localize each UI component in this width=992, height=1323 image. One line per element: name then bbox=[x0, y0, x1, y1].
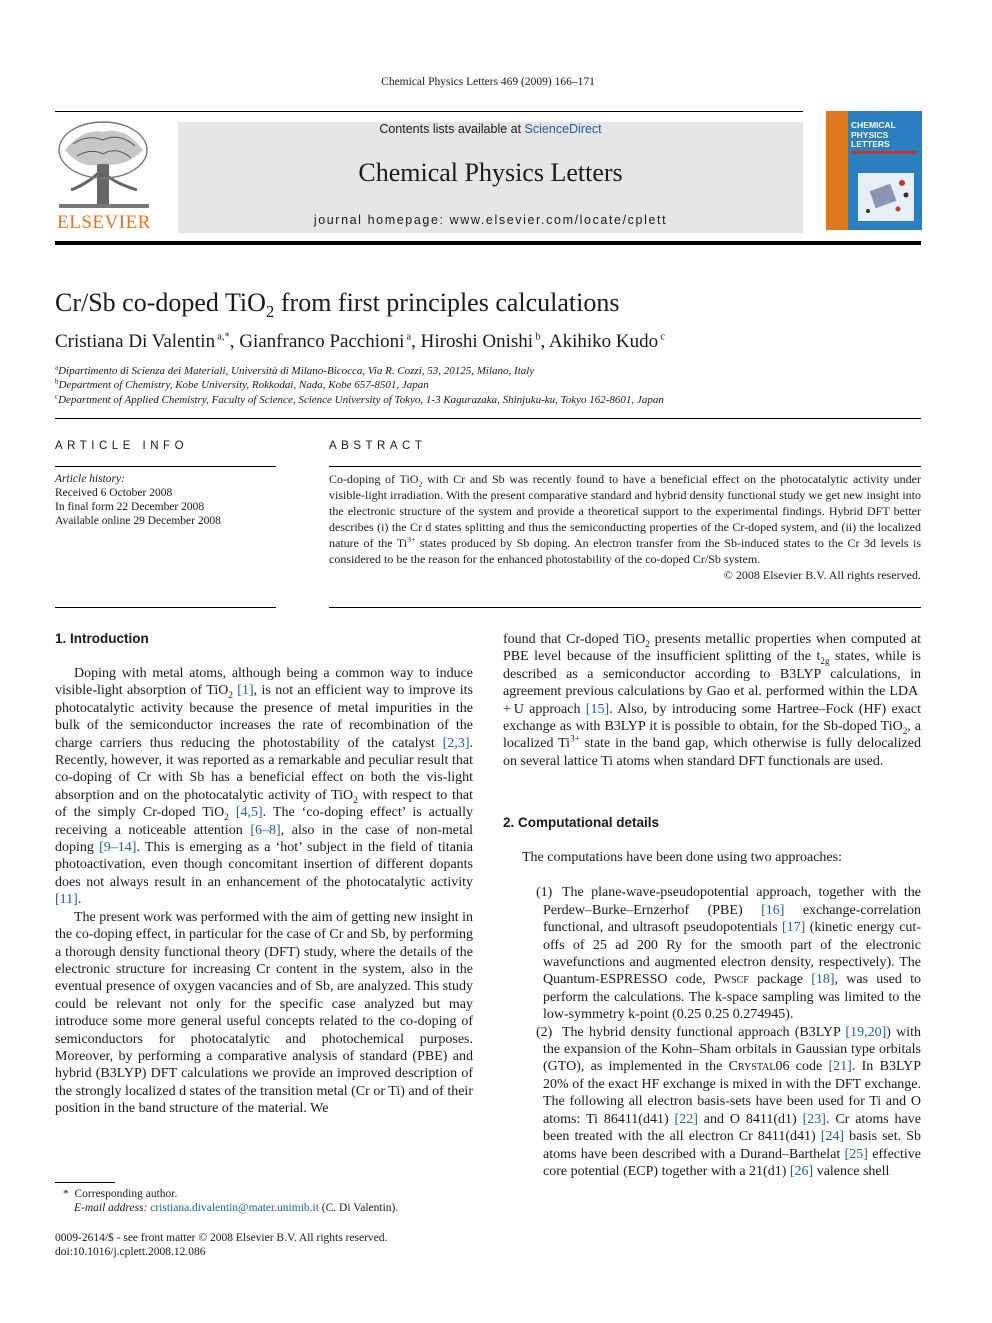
abstract-copyright: © 2008 Elsevier B.V. All rights reserved. bbox=[723, 568, 921, 582]
author-name: Gianfranco Pacchioni bbox=[239, 331, 405, 352]
contents-prefix: Contents lists available at bbox=[379, 122, 525, 136]
journal-homepage-link[interactable]: journal homepage: www.elsevier.com/locate/cplett bbox=[313, 213, 668, 227]
intro-left-column bbox=[55, 665, 473, 1118]
intro-paragraph-2: The present work was performed with the aim of getting new insight in the co-doping effect, in particular for the case of Cr and Sb, by performing a thorough density functional theory (DFT) study, where the details of the electronic structure for increasing Cr content in the system, also in the eventual presence of oxygen vacancies and of Sb, are analyzed. This study could be relevant not only for the specific case analyzed but may introduce some more general useful concepts related to the co-doping of semiconductors for photocatalytic and photochemical purposes. Moreover, by performing a comparative analysis of standard (PBE) and hybrid (B3LYP) DFT calculations we provide an improved description of the strongly localized d states of the transition metal (Cr or Ti) and of their position in the band structure of the material. We bbox=[55, 909, 473, 1117]
affiliation-b: $^b$Department of Chemistry, Kobe University, Rokkodai, Nada, Kobe 657-8501, Japan bbox=[55, 377, 429, 391]
section-heading-computational-details: 2. Computational details bbox=[503, 815, 660, 830]
author-list: Cristiana Di Valentin $^{a,*}$, Gianfranco Pacchioni $^a$, Hiroshi Onishi $^b$, Akihiko Kudo $^c$ bbox=[55, 331, 665, 352]
abstract-text: Co-doping of TiO$_2$ with Cr and Sb was recently found to have a beneficial effect on the photocatalytic activity under visible-light irradiation. With the present comparative standard and hybrid density functional study we get new insight into the electronic structure of the system and provide a theoretical support to the experimental findings. Hybrid DFT better describes (i) the Cr d states splitting and thus the semiconducting properties of the Cr-doped system, and (ii) the localized nature of the $Ti^{3+}$ states produced by Sb doping. An electron transfer from the Sb-induced states to the Cr 3d levels is considered to be the reason for the enhanced photostability of the co-doped Cr/Sb system. bbox=[329, 472, 921, 566]
article-info-heading: ARTICLE INFO bbox=[55, 440, 189, 452]
final-form-date: In final form 22 December 2008 bbox=[55, 501, 205, 513]
elsevier-wordmark: ELSEVIER bbox=[57, 212, 151, 233]
footnote-rule bbox=[55, 1182, 115, 1183]
author-affiliation-mark[interactable]: a,* bbox=[217, 331, 230, 343]
abstract-body bbox=[329, 471, 921, 583]
journal-masthead bbox=[178, 122, 803, 233]
author-affiliation-mark[interactable]: a bbox=[406, 331, 412, 343]
affiliation-c: $^c$Department of Applied Chemistry, Faculty of Science, Science University of Tokyo, 1-3 Kagurazaka, Shinjuku-ku, Tokyo 162-8601, Japan bbox=[55, 392, 664, 406]
author-email-link[interactable]: cristiana.divalentin@mater.unimib.it bbox=[150, 1202, 319, 1214]
header-bottom-rule bbox=[55, 241, 921, 245]
affiliation-a: $^a$Dipartimento di Scienza dei Materiali, Università di Milano-Bicocca, Via R. Cozzi, 53, 20125, Milano, Italy bbox=[55, 363, 535, 377]
abstract-rule bbox=[329, 466, 921, 467]
section-heading-introduction: 1. Introduction bbox=[55, 631, 149, 646]
elsevier-tree-icon bbox=[53, 120, 155, 212]
intro-paragraph-1: Doping with metal atoms, although being a common way to induce visible-light absorption of TiO$_2$ [1], is not an efficient way to improve its photocatalytic activity because the presence of metal impurities in the bulk of the semiconductor increases the rate of recombination of the charge carriers thus reducing the photostability of the catalyst [2,3]. Recently, however, it was reported as a remarkable and peculiar result that co-doping of Cr with Sb has a beneficial effect on both the vis-light absorption and on the photocatalytic activity of TiO$_2$ with respect to that of the simply Cr-doped TiO$_2$ [4,5]. The ‘co-doping effect’ is actually receiving a noticeable attention [6–8], also in the case of non-metal doping [9–14]. This is emerging as a ‘hot’ subject in the field of titania photoactivation, even though concomitant insertion of different dopants does not always result in an enhancement of the photocatalytic activity [11]. bbox=[55, 666, 474, 908]
author-name: Akihiko Kudo bbox=[548, 331, 659, 352]
approach-item-1: (1) The plane-wave-pseudopotential approach, together with the Perdew–Burke–Ernzerhof (PBE) [16] exchange-correlation functional, and ultrasoft pseudopotentials [17] (kinetic energy cut-offs of 25 ad 200 Ry for the smooth part of the electronic wavefunctions and augmented electron density, respectively). The Quantum-ESPRESSO code, Pwscf package [18], was used to perform the calculations. The k-space sampling was limited to the low-symmetry k-point (0.25 0.25 0.274945). bbox=[536, 885, 922, 1023]
cover-molecule-icon bbox=[858, 173, 914, 221]
cover-side-band bbox=[826, 111, 848, 230]
history-label: Article history: bbox=[55, 473, 125, 485]
computational-details-body bbox=[503, 849, 921, 1180]
cover-red-band bbox=[851, 151, 917, 154]
cover-image bbox=[858, 173, 914, 221]
abstract-heading: ABSTRACT bbox=[329, 440, 427, 452]
doi-line[interactable]: doi:10.1016/j.cplett.2008.12.086 bbox=[55, 1246, 206, 1258]
affiliation-rule bbox=[55, 418, 921, 419]
journal-cover bbox=[826, 111, 922, 230]
online-date: Available online 29 December 2008 bbox=[55, 515, 221, 527]
author-name: Hiroshi Onishi bbox=[420, 331, 534, 352]
author-name: Cristiana Di Valentin bbox=[55, 331, 216, 352]
article-title: Cr/Sb co-doped TiO$_2$ from first principles calculations bbox=[55, 288, 620, 322]
issn-line: 0009-2614/$ - see front matter © 2008 Elsevier B.V. All rights reserved. bbox=[55, 1232, 388, 1244]
author-affiliation-mark[interactable]: c bbox=[660, 331, 665, 343]
header-top-rule bbox=[55, 111, 803, 112]
article-info-bottom-rule bbox=[55, 607, 276, 608]
email-note: E-mail address: cristiana.divalentin@mater.unimib.it (C. Di Valentin). bbox=[74, 1202, 399, 1214]
corresponding-author-note: * Corresponding author. bbox=[63, 1188, 178, 1200]
elsevier-logo bbox=[53, 120, 155, 232]
comp-paragraph-1: The computations have been done using two approaches: bbox=[522, 850, 842, 865]
cover-title: CHEMICAL PHYSICS LETTERS bbox=[851, 120, 896, 149]
received-date: Received 6 October 2008 bbox=[55, 487, 173, 499]
article-history bbox=[55, 472, 221, 528]
intro-right-column bbox=[503, 631, 921, 770]
author-affiliation-mark[interactable]: b bbox=[535, 331, 541, 343]
contents-line bbox=[178, 122, 803, 136]
approach-item-2: (2) The hybrid density functional approach (B3LYP [19,20]) with the expansion of the Kohn–Sham orbitals in Gaussian type orbitals (GTO), as implemented in the Crystal06 code [21]. In B3LYP 20% of the exact HF exchange is mixed in with the DFT exchange. The following all electron basis-sets have been used for Ti and O atoms: Ti 86411(d41) [22] and O 8411(d1) [23]. Cr atoms have been treated with the all electron Cr 8411(d41) [24] basis set. Sb atoms have been described with a Durand–Barthelat [25] effective core potential (ECP) together with a 21(d1) [26] valence shell bbox=[536, 1024, 921, 1179]
article-info-rule bbox=[55, 466, 276, 467]
abstract-bottom-rule bbox=[329, 607, 921, 608]
sciencedirect-link[interactable]: ScienceDirect bbox=[524, 122, 602, 136]
journal-reference: Chemical Physics Letters 469 (2009) 166–171 bbox=[381, 76, 595, 88]
journal-title: Chemical Physics Letters bbox=[358, 158, 623, 187]
intro-paragraph-2-continued: found that Cr-doped TiO$_2$ presents metallic properties when computed at PBE level because of the insufficient splitting of the $t_{2g}$ states, while is described as a semiconductor according to B3LYP calculations, in agreement previous calculations by Gao et al. performed within the LDA + U approach [15]. Also, by introducing some Hartree–Fock (HF) exact exchange as with B3LYP it is possible to obtain, for the Sb-doped TiO$_2$, a localized $Ti^{3+}$ state in the band gap, which otherwise is fully delocalized on several lattice Ti atoms when standard DFT functionals are used. bbox=[503, 632, 922, 769]
